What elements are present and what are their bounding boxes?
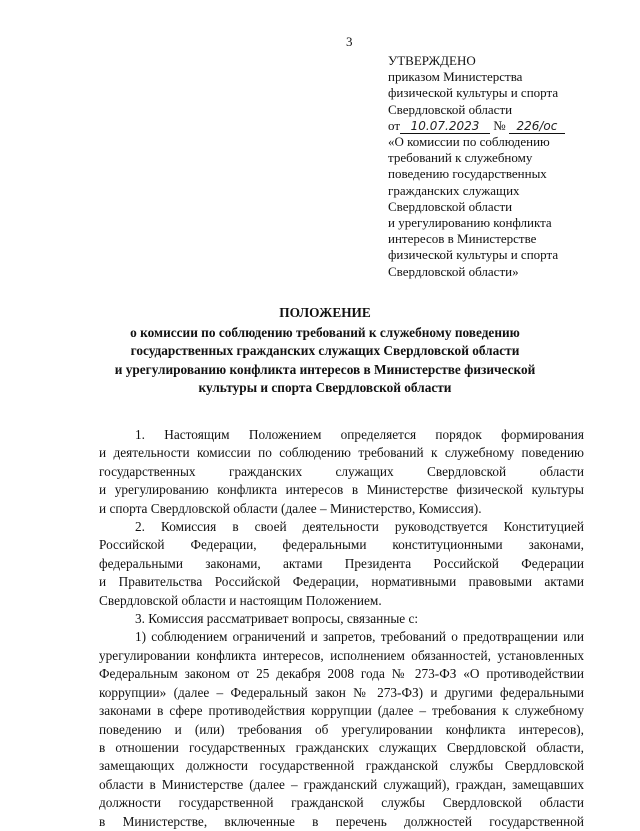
body-text-line: и Правительства Российской Федерации, нормативными правовыми актами [99, 574, 584, 590]
approval-line: физической культуры и спорта [388, 85, 559, 101]
title-line: и урегулированию конфликта интересов в Министерстве физической [114, 361, 536, 377]
approval-subject-line: «О комиссии по соблюдению [388, 134, 550, 150]
body-text-line: и спорта Свердловской области (далее – Министерство, Комиссия). [99, 500, 482, 516]
body-text-line: коррупции» (далее – Федеральный закон № 273-ФЗ) и другими федеральными [99, 684, 584, 700]
number-prefix: № [493, 117, 506, 133]
approval-heading: УТВЕРЖДЕНО [388, 53, 476, 68]
body-text-line: урегулировании конфликта интересов, исполнением обязанностей, установленных [99, 647, 584, 663]
approval-line: Свердловской области [388, 101, 513, 117]
approval-stamp-block [388, 53, 628, 280]
date-prefix: от [388, 117, 401, 133]
body-text-line: поведению и (или) требования об урегулировании конфликта интересов), [99, 721, 584, 737]
body-text-line: Свердловской области и настоящим Положением. [99, 592, 382, 608]
handwritten-date: 10.07.2023 [400, 120, 490, 134]
body-text-line: Российской Федерации, федеральными конституционными законами, [99, 537, 584, 553]
body-text-line: 2. Комиссия в своей деятельности руководствуется Конституцией [135, 519, 584, 535]
approval-subject-line: требований к служебному [388, 150, 533, 166]
body-text-line: в отношении государственных гражданских служащих Свердловской области, [99, 739, 584, 755]
approval-date-line [388, 118, 628, 134]
approval-subject-line: Свердловской области [388, 198, 513, 214]
title-line: культуры и спорта Свердловской области [198, 380, 452, 395]
handwritten-order-number: 226/ос [509, 120, 565, 134]
body-text-line: Федеральным законом от 25 декабря 2008 года № 273-ФЗ «О противодействии [99, 666, 584, 682]
body-text-line: в Министерстве, включенные в перечень должностей государственной [99, 813, 584, 829]
approval-subject-line: физической культуры и спорта [388, 247, 559, 263]
title-line: о комиссии по соблюдению требований к служебному поведению [130, 324, 520, 340]
body-text-line: должности государственной гражданской службы Свердловской области [99, 795, 584, 811]
approval-line: приказом Министерства [388, 69, 523, 85]
document-body [99, 426, 584, 831]
approval-subject-line: поведению государственных [388, 166, 547, 182]
document-title-block [70, 304, 580, 398]
approval-subject-line: и урегулированию конфликта [388, 215, 552, 231]
body-text-line: законами в сфере противодействия коррупции (далее – требования к служебному [99, 703, 584, 719]
body-text-line: и урегулированию конфликта интересов в Министерстве физической культуры [99, 482, 584, 498]
body-text-line: 3. Комиссия рассматривает вопросы, связанные с: [135, 611, 419, 627]
approval-subject-line: интересов в Министерстве [388, 231, 537, 247]
body-text-line: 1. Настоящим Положением определяется порядок формирования [135, 427, 584, 442]
approval-subject-line: Свердловской области» [388, 263, 519, 279]
body-text-line: области в Министерстве (далее – гражданский служащий), граждан, замещавших [99, 776, 584, 792]
body-text-line: федеральными законами, актами Президента Российской Федерации [99, 555, 584, 571]
approval-subject-line: гражданских служащих [388, 182, 520, 198]
document-title: ПОЛОЖЕНИЕ [279, 305, 371, 320]
body-text-line: замещающих должности государственной гражданской службы Свердловской [99, 758, 584, 774]
body-text-line: 1) соблюдением ограничений и запретов, требований о предотвращении или [135, 629, 584, 645]
page-number: 3 [346, 34, 353, 49]
title-line: государственных гражданских служащих Свердловской области [130, 343, 520, 358]
body-text-line: государственных гражданских служащих Свердловской области [99, 463, 584, 479]
body-text-line: и деятельности комиссии по соблюдению требований к служебному поведению [99, 445, 584, 461]
